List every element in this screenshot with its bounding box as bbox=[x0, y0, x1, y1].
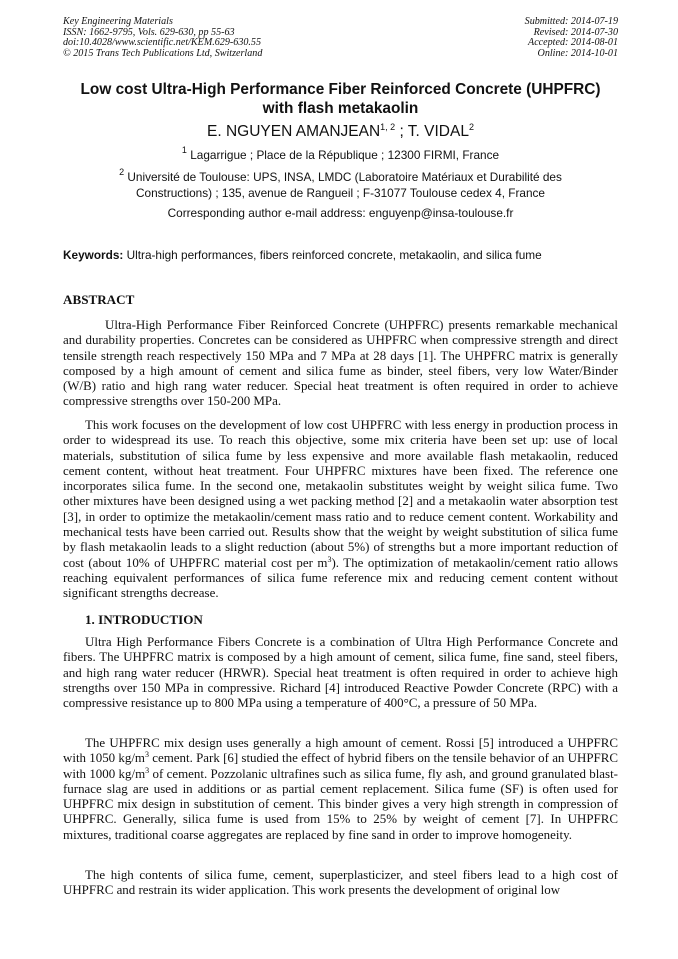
journal-header bbox=[63, 17, 618, 59]
abstract-paragraph-2-text-b: ). The optimization of metakaolin/cement ratio allows reaching equivalent performances of silica fume reference mix and reducing cement content without significant strengths decrease. bbox=[63, 554, 618, 601]
abstract-paragraph-1: Ultra-High Performance Fiber Reinforced Concrete (UHPFRC) presents remarkable mechanical and durability properties. Concretes can be considered as UHPFRC when compressive strength and direct tensile strength reach respectively 150 MPa and 7 MPa at 28 days [1]. The UHPFRC matrix is generally composed by a high amount of cement and silica fume as binder, steel fibers, very low Water/Binder (W/B) ratio and high rang water reducer. Special heat treatment is often required in order to achieve compressive strengths over 150-200 MPa. bbox=[63, 317, 618, 409]
introduction-paragraph-1: Ultra High Performance Fibers Concrete is a combination of Ultra High Performance Concrete and fibers. The UHPFRC matrix is composed by a high amount of cement, silica fume, fine sand, steel fibers, and high rang water reducer (HRWR). Special heat treatment is often required in order to achieve high strengths over 150 MPa in compressive. Richard [4] introduced Reactive Powder Concrete (RPC) with a compressive resistance up to 800 MPa using a temperature of 400°C, a pressure of 50 MPa. bbox=[63, 634, 618, 711]
affiliation-1 bbox=[63, 147, 618, 163]
journal-issn: ISSN: 1662-9795, Vols. 629-630, pp 55-63 bbox=[63, 26, 235, 38]
author-1-name: E. NGUYEN AMANJEAN bbox=[207, 123, 381, 140]
paper-title bbox=[63, 80, 618, 118]
affiliation-1-text: Lagarrigue ; Place de la République ; 12300 FIRMI, France bbox=[190, 148, 500, 162]
abstract-paragraph-2 bbox=[63, 417, 618, 601]
affiliation-2-mark: 2 bbox=[119, 167, 125, 177]
corresponding-author: Corresponding author e-mail address: enguyenp@insa-toulouse.fr bbox=[167, 206, 514, 220]
date-accepted: Accepted: 2014-08-01 bbox=[528, 37, 618, 49]
affiliation-2-line-2: Constructions) ; 135, avenue de Rangueil ; F-31077 Toulouse cedex 4, France bbox=[136, 186, 545, 200]
introduction-cubic-superscript-1: 3 bbox=[145, 750, 149, 760]
introduction-heading: 1. INTRODUCTION bbox=[85, 612, 203, 627]
date-submitted: Submitted: 2014-07-19 bbox=[524, 16, 618, 27]
introduction-paragraph-2-text-c: of cement. Pozzolanic ultrafines such as silica fume, fly ash, and ground granulated blast-furnace slag are used in additions or as partial cement replacement. Silica fume (SF) is often used for UHPFRC mix design in substitution of cement. This binder gives a very high strength in compression of UHPFRC. Generally, silica fume is used from 15% to 25% by weight of cement [7]. In UHPFRC mixtures, traditional coarse aggregates are replaced by fine sand in order to improve homogeneity. bbox=[63, 765, 618, 842]
journal-name: Key Engineering Materials bbox=[63, 16, 173, 27]
introduction-paragraph-3: The high contents of silica fume, cement, superplasticizer, and steel fibers lead to a high cost of UHPFRC and restrain its wider application. This work presents the development of original low bbox=[63, 867, 618, 898]
date-revised: Revised: 2014-07-30 bbox=[533, 26, 618, 38]
journal-copyright: © 2015 Trans Tech Publications Ltd, Switzerland bbox=[63, 47, 263, 59]
journal-info bbox=[63, 17, 262, 59]
author-separator: ; bbox=[395, 123, 408, 140]
affiliation-2-line-1: Université de Toulouse: UPS, INSA, LMDC (Laboratoire Matériaux et Durabilité des bbox=[127, 170, 562, 184]
author-list bbox=[63, 122, 618, 141]
introduction-paragraph-2-text-b: cement. Park [6] studied the effect of hybrid fibers on the tensile behavior of an UHPFRC with 1000 kg/m bbox=[63, 750, 618, 781]
title-line-1: Low cost Ultra-High Performance Fiber Reinforced Concrete (UHPFRC) bbox=[80, 81, 601, 98]
author-1-affiliation-mark: 1, 2 bbox=[380, 122, 396, 132]
introduction-cubic-superscript-2: 3 bbox=[145, 765, 150, 775]
abstract-heading: ABSTRACT bbox=[63, 292, 135, 307]
keywords-label: Keywords: bbox=[63, 248, 124, 262]
submission-dates bbox=[525, 17, 618, 59]
introduction-paragraph-2 bbox=[63, 735, 618, 842]
affiliation-1-mark: 1 bbox=[181, 145, 187, 155]
introduction-paragraph-2-text-a: The UHPFRC mix design uses generally a high amount of cement. Rossi [5] introduced a UHPFRC with 1050 kg/m bbox=[63, 735, 618, 766]
author-2-name: T. VIDAL bbox=[407, 123, 469, 140]
affiliation-2 bbox=[63, 169, 618, 201]
keywords-text: Ultra-high performances, fibers reinforced concrete, metakaolin, and silica fume bbox=[126, 248, 542, 262]
title-line-2: with flash metakaolin bbox=[262, 100, 419, 117]
author-2-affiliation-mark: 2 bbox=[468, 122, 474, 132]
keywords bbox=[63, 247, 618, 263]
abstract-paragraph-2-text-a: This work focuses on the development of low cost UHPFRC with less energy in production process in order to widespread its use. To reach this objective, some mix criteria have been set up: use of local materials, substitution of silica fume by less expensive and more available flash metakaolin, reduced cement content, without heat treatment. Four UHPFRC mixtures have been fixed. The reference one incorporates silica fume. In the second one, metakaolin substitutes weight by weight silica fume. Two other mixtures have been designed using a wet packing method [2] and a metakaolin water absorption test [3], in order to optimize the metakaolin/cement mass ratio and to reduce cement content. Workability and mechanical tests have been carried out. Results show that the weight by weight substitution of silica fume by flash metakaolin leads to a slight reduction (about 5%) of strengths but a more important reduction of cost (about 10% of UHPFRC material cost per m bbox=[63, 417, 618, 570]
abstract-cubic-superscript: 3 bbox=[327, 554, 332, 564]
journal-doi: doi:10.4028/www.scientific.net/KEM.629-630.55 bbox=[63, 37, 262, 49]
date-online: Online: 2014-10-01 bbox=[537, 47, 618, 59]
